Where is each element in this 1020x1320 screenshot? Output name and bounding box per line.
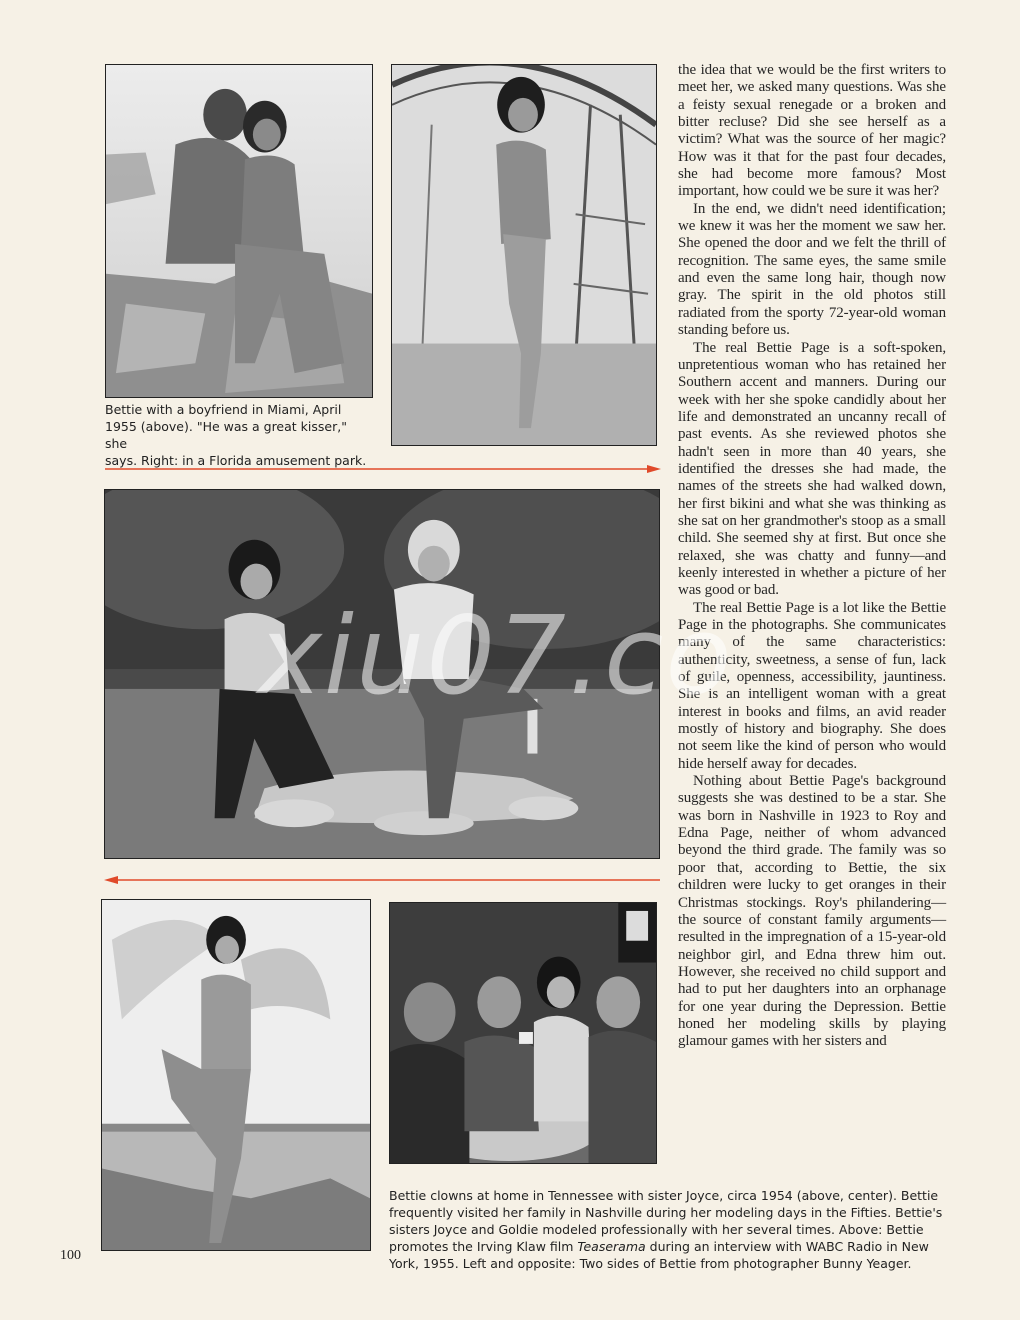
arrow-right-indicator: [105, 464, 661, 474]
beach-scarf-photo: [101, 899, 371, 1251]
bottom-photo-caption: [389, 1187, 949, 1272]
arrow-left-indicator: [104, 875, 660, 885]
caption-line: Bettie clowns at home in Tennessee with sister Joyce, circa 1954 (above, center). Bettie: [389, 1188, 939, 1203]
film-title: Teaserama: [577, 1239, 646, 1254]
body-paragraph: The real Bettie Page is a lot like the Bettie Page in the photographs. She communicates many of the same characteristics: authenticity, sweetness, a sense of fun, lack of guile, openness, accessibility, jauntiness. She is an intelligent woman with a great interest in books and films, an avid reader mostly of history and biography. She does not seem like the kind of person who would hide herself away for decades.: [678, 599, 946, 772]
caption-line: [389, 1238, 949, 1255]
caption-line: Bettie with a boyfriend in Miami, April: [105, 402, 342, 417]
body-paragraph: the idea that we would be the first writers to meet her, we asked many questions. Was she a feisty sexual renegade or a broken and bitter recluse? Did she see herself as a victim? What was the source of her magic? How was it that for the past four decades, she had become more famous? Most important, how could we be sure it was her?: [678, 62, 946, 200]
wabc-radio-photo: [389, 902, 657, 1164]
caption-line: sisters Joyce and Goldie modeled professionally with her several times. Above: Bettie: [389, 1222, 924, 1237]
sisters-clowning-photo: [104, 489, 660, 859]
caption-text: during an interview with WABC Radio in New: [645, 1239, 929, 1254]
caption-line: York, 1955. Left and opposite: Two sides of Bettie from photographer Bunny Yeager.: [389, 1256, 912, 1271]
caption-line: says. Right: in a Florida amusement park.: [105, 453, 367, 468]
page-number: 100: [60, 1248, 81, 1263]
article-body: [678, 62, 946, 1051]
body-paragraph: The real Bettie Page is a soft-spoken, unpretentious woman who has retained her Southern accent and manners. During our week with her she spoke candidly about her life and demonstrated an uncanny recall of past events. As she reviewed photos she hadn't seen in more than 40 years, she identified the dresses she had made, the names of the streets she had walked down, her first bikini and what she was thinking as she sat on her grandmother's stoop as a small child. She seemed shy at first. But once she relaxed, she was chatty and funny—and keenly interested in whether a picture of her was good or bad.: [678, 339, 946, 599]
body-paragraph: In the end, we didn't need identification; we knew it was her the moment we saw her. She opened the door and we felt the thrill of recognition. The same eyes, the same smile and even the same long hair, though now gray. The spirit in the old photos still radiated from the sporty 72-year-old woman standing before us.: [678, 200, 946, 339]
watermark: xiu07.co: [258, 594, 734, 719]
couple-beach-photo: [105, 64, 373, 398]
caption-line: frequently visited her family in Nashville during her modeling days in the Fifties. Bettie's: [389, 1205, 943, 1220]
body-paragraph: Nothing about Bettie Page's background suggests she was destined to be a star. She was born in Nashville in 1923 to Roy and Edna Page, neither of whom advanced beyond the third grade. The family was so poor that, according to Bettie, the six children were lucky to get oranges in their Christmas stockings. Roy's philandering—the source of constant family arguments—resulted in the impregnation of a 15-year-old neighbor girl, and Edna threw him out. However, she received no child support and had to put her daughters into an orphanage for one year during the Depression. Bettie honed her modeling skills by playing glamour games with her sisters and: [678, 773, 946, 1050]
top-photo-caption: [105, 401, 373, 469]
caption-text: promotes the Irving Klaw film: [389, 1239, 578, 1254]
amusement-park-photo: [391, 64, 657, 446]
caption-line: 1955 (above). "He was a great kisser," she: [105, 419, 347, 451]
